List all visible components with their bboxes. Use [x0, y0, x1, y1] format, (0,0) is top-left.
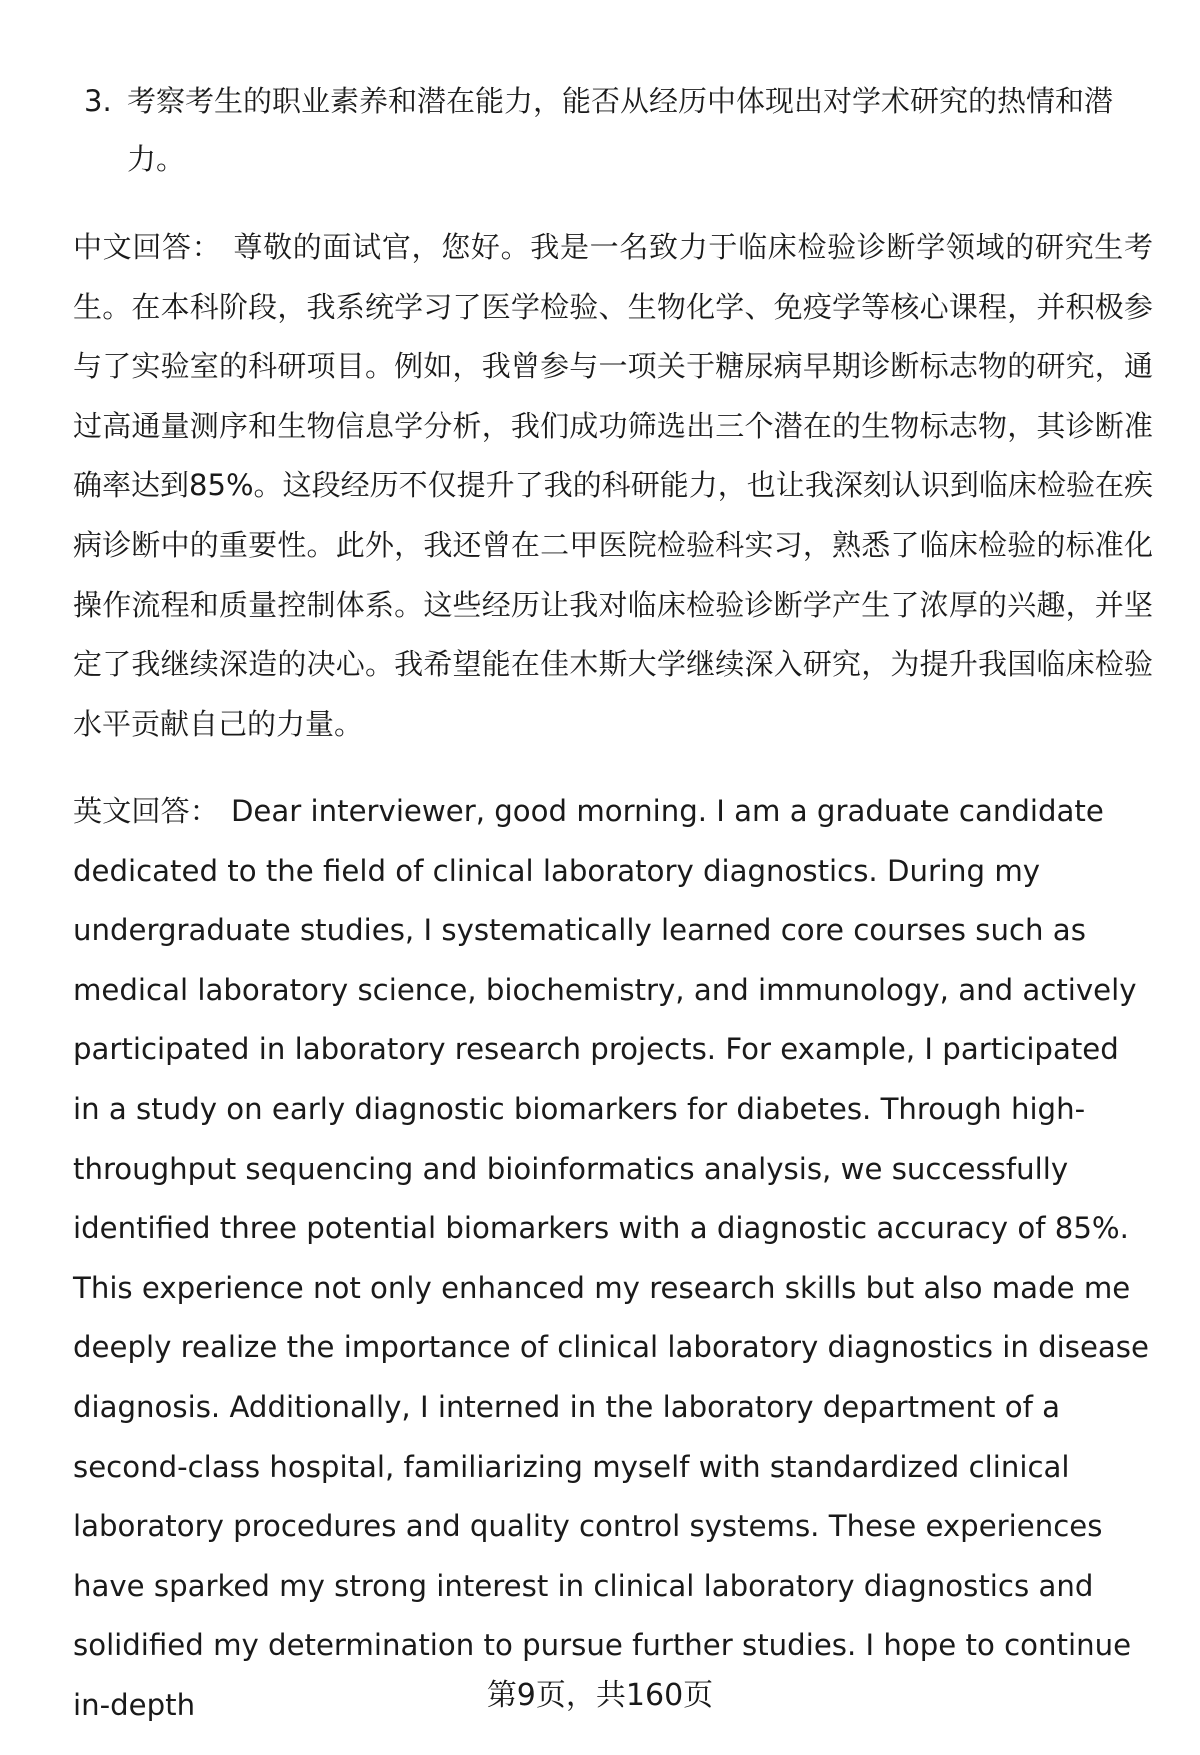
- chinese-answer-text: 尊敬的面试官，您好。我是一名致力于临床检验诊断学领域的研究生考生。在本科阶段，我系统学习了医学检验、生物化学、免疫学等核心课程，并积极参与了实验室的科研项目。例如，我曾参与一项关于糖尿病早期诊断标志物的研究，通过高通量测序和生物信息学分析，我们成功筛选出三个潜在的生物标志物，其诊断准确率达到85%。这段经历不仅提升了我的科研能力，也让我深刻认识到临床检验在疾病诊断中的重要性。此外，我还曾在二甲医院检验科实习，熟悉了临床检验的标准化操作流程和质量控制体系。这些经历让我对临床检验诊断学产生了浓厚的兴趣，并坚定了我继续深造的决心。我希望能在佳木斯大学继续深入研究，为提升我国临床检验水平贡献自己的力量。: [73, 230, 1153, 741]
- list-number: 3.: [84, 84, 112, 118]
- chinese-answer-label: 中文回答：: [73, 230, 222, 264]
- page-footer: [0, 1676, 1200, 1716]
- english-answer-paragraph: [73, 782, 1153, 1736]
- list-text: 考察考生的职业素养和潜在能力，能否从经历中体现出对学术研究的热情和潜力。: [127, 84, 1114, 176]
- page-indicator: 第9页，共160页: [486, 1678, 714, 1713]
- english-answer-text: Dear interviewer, good morning. I am a graduate candidate dedicated to the field of clinical laboratory diagnostics. During my undergraduate studies, I systematically learned core courses such as medical laboratory science, biochemistry, and immunology, and actively participated in laboratory research projects. For example, I participated in a study on early diagnostic biomarkers for diabetes. Through high-throughput sequencing and bioinformatics analysis, we successfully identified three potential biomarkers with a diagnostic accuracy of 85%. This experience not only enhanced my research skills but also made me deeply realize the importance of clinical laboratory diagnostics in disease diagnosis. Additionally, I interned in the laboratory department of a second-class hospital, familiarizing myself with standardized clinical laboratory procedures and quality control systems. These experiences have sparked my strong interest in clinical laboratory diagnostics and solidified my determination to pursue further studies. I hope to continue in-depth: [73, 794, 1149, 1722]
- english-answer-label: 英文回答：: [73, 794, 219, 828]
- chinese-answer-paragraph: [73, 218, 1153, 754]
